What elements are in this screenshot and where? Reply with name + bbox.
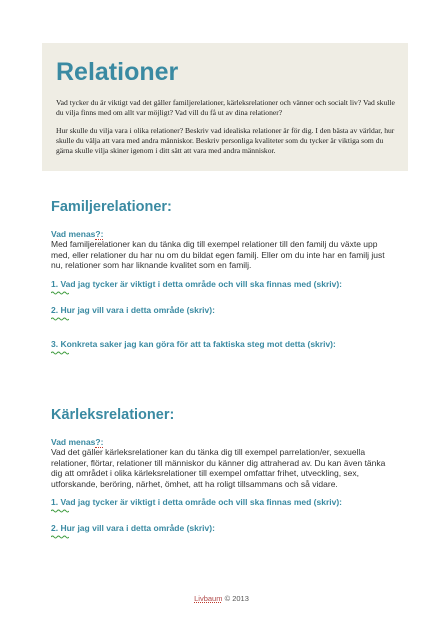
intro-paragraph-2: Hur skulle du vilja vara i olika relationer? Beskriv vad idealiska relationer är för dig. I den bästa av världar, hur skulle du välja att vara med andra människor. Beskriv personliga kvaliteter som du tycker är viktiga som du gärna skulle vilja skiner igenom i ditt sätt att vara med andra människor. — [56, 126, 395, 155]
spellcheck-squiggle-icon — [51, 317, 69, 321]
menas-label — [51, 229, 396, 239]
menas-mark: ?: — [95, 229, 104, 239]
spellcheck-squiggle-icon — [51, 509, 69, 513]
question-2: 2. Hur jag vill vara i detta område (skriv): — [51, 523, 215, 533]
menas-label — [51, 437, 396, 447]
section-description: Vad det gäller kärleksrelationer kan du tänka dig till exempel parrelation/er, sexuella relationer, flörtar, relationer till människor du känner dig attraherad av. Du kan även tänka dig att området i olika kärleksrelationer till exempel omfattar frihet, utveckling, sex, utforskande, beröring, närhet, ömhet, att ha roligt tillsammans och så vidare. — [51, 447, 386, 489]
menas-text: Vad menas — [51, 229, 96, 239]
section-familjerelationer — [51, 198, 396, 365]
footer-copyright: © 2013 — [224, 594, 249, 603]
section-title: Kärleksrelationer: — [51, 407, 175, 423]
question-1: 1. Vad jag tycker är viktigt i detta område och vill ska finnas med (skriv): — [51, 497, 342, 507]
menas-text: Vad menas — [51, 437, 96, 447]
footer-brand: Livbaum — [194, 594, 223, 603]
spellcheck-squiggle-icon — [51, 291, 69, 295]
question-2: 2. Hur jag vill vara i detta område (skriv): — [51, 304, 215, 315]
section-description: Med familjerelationer kan du tänka dig till exempel relationer till den familj du växte upp med, eller relationer du har nu om du bildat egen familj. Eller om du inte har en familj just nu, relationer som har liknande kvalitet som en familj. — [51, 239, 385, 270]
question-1: 1. Vad jag tycker är viktigt i detta område och vill ska finnas med (skriv): — [51, 278, 342, 289]
menas-mark: ?: — [95, 437, 104, 447]
section-title: Familjerelationer: — [51, 199, 172, 215]
spellcheck-squiggle-icon — [51, 351, 69, 355]
header-box — [42, 43, 408, 171]
question-3: 3. Konkreta saker jag kan göra för att ta faktiska steg mot detta (skriv): — [51, 338, 336, 349]
page-footer — [0, 594, 443, 603]
intro-paragraph-1: Vad tycker du är viktigt vad det gäller familjerelationer, kärleksrelationer och vänner och socialt liv? Vad skulle du vilja finns med om allt var möjligt? Vad vill du få ut av dina relationer? — [56, 98, 395, 117]
spellcheck-squiggle-icon — [51, 535, 69, 539]
section-karleksrelationer — [51, 406, 396, 549]
page-title: Relationer — [56, 58, 179, 86]
